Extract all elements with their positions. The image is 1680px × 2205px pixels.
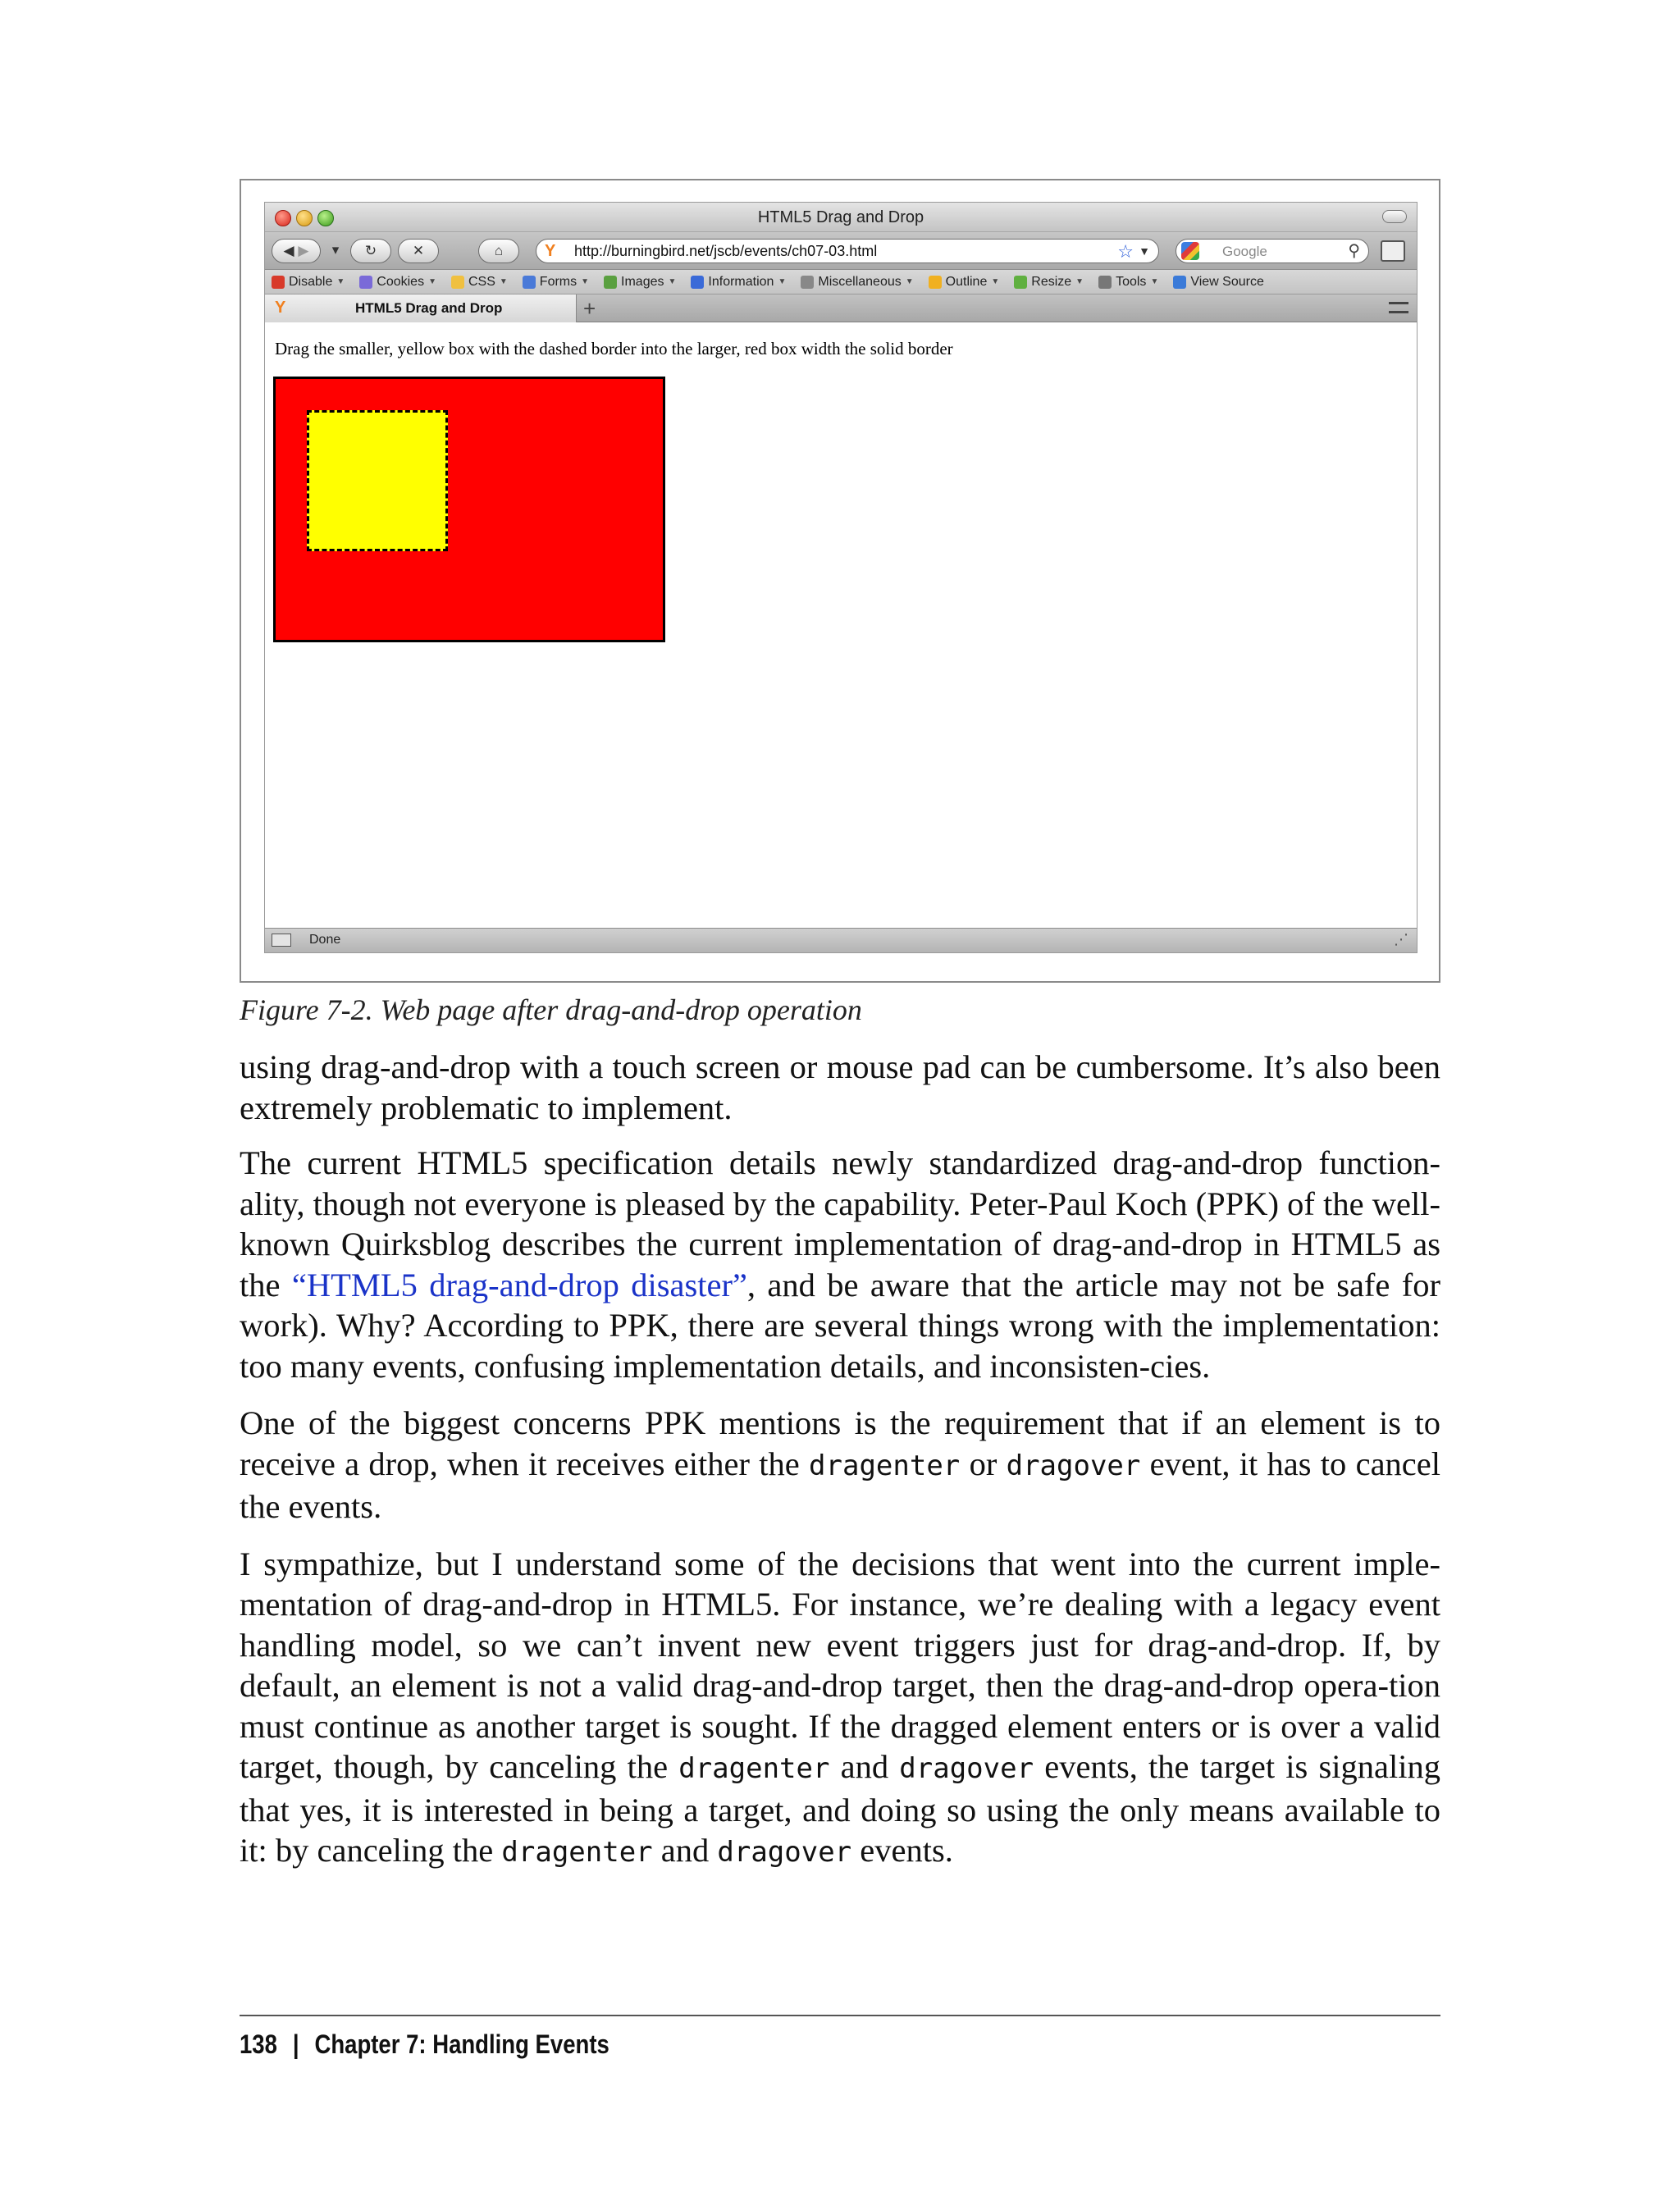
page-instruction: Drag the smaller, yellow box with the dashed border into the larger, red box width the solid border <box>275 339 953 358</box>
chevron-down-icon: ▼ <box>778 277 787 286</box>
tab-label: HTML5 Drag and Drop <box>355 300 503 316</box>
forward-arrow-icon[interactable]: ▶ <box>298 243 309 258</box>
home-button[interactable] <box>478 239 519 263</box>
toolbar-toggle-button[interactable] <box>1382 210 1407 223</box>
browser-window <box>264 202 1418 953</box>
code-term: dragenter <box>678 1752 830 1785</box>
history-dropdown-icon[interactable]: ▾ <box>331 242 340 258</box>
window-title: HTML5 Drag and Drop <box>757 208 924 226</box>
search-engine-icon[interactable] <box>1181 242 1199 260</box>
search-icon[interactable]: ⚲ <box>1348 242 1360 260</box>
toolbar-item-forms[interactable]: Forms ▼ <box>523 275 589 290</box>
search-bar[interactable] <box>1176 239 1369 263</box>
status-text: Done <box>309 933 341 947</box>
page-footer <box>240 2029 609 2060</box>
back-forward-button[interactable] <box>272 239 321 263</box>
resize-grip-icon[interactable]: ⋰ <box>1394 931 1408 947</box>
code-term: dragenter <box>501 1836 653 1869</box>
chevron-down-icon: ▼ <box>991 277 1000 286</box>
toolbar-item-view-source[interactable]: View Source <box>1173 275 1264 290</box>
reload-button[interactable] <box>350 239 391 263</box>
toolbar-item-disable[interactable]: Disable ▼ <box>272 275 345 290</box>
css-icon <box>451 276 464 289</box>
tools-wrench-icon <box>1098 276 1112 289</box>
view-source-icon <box>1173 276 1186 289</box>
bookmark-star-icon[interactable]: ☆ <box>1117 241 1134 262</box>
toolbar-item-resize[interactable]: Resize ▼ <box>1014 275 1084 290</box>
toolbar-item-cookies[interactable]: Cookies ▼ <box>359 275 436 290</box>
back-arrow-icon[interactable]: ◀ <box>283 243 294 258</box>
body-text <box>240 1047 1440 1890</box>
forms-icon <box>523 276 536 289</box>
paragraph: using drag-and-drop with a touch screen or mouse pad can be cumbersome. It’s also been extremely problematic to implement. <box>240 1048 1440 1126</box>
toolbar-item-miscellaneous[interactable]: Miscellaneous ▼ <box>801 275 913 290</box>
home-icon: ⌂ <box>494 243 504 258</box>
paragraph: I sympathize, but I understand some of the decisions that went into the current imple-mentation of drag-and-drop in HTML5. For instance, we’re dealing with a legacy event handling model, so we can’t invent new event triggers just for drag-and-drop. If, by default, an element is not a valid drag-and-drop target, then the drag-and-drop opera-tion must continue as another target is sought. If the dragged element enters or is over a valid target, though, by canceling the dragenter and dragover events, the target is signaling that yes, it is interested in being a target, and doing so using the only means available to it: by canceling the dragenter and dragover events. <box>240 1545 1440 1869</box>
stop-icon: ✕ <box>412 243 425 258</box>
toolbar-item-tools[interactable]: Tools ▼ <box>1098 275 1158 290</box>
article-link[interactable]: “HTML5 drag-and-drop disaster” <box>291 1266 747 1303</box>
outline-pen-icon <box>929 276 942 289</box>
figure-caption: Figure 7-2. Web page after drag-and-drop operation <box>240 993 862 1026</box>
web-developer-toolbar <box>265 270 1417 294</box>
stop-button[interactable] <box>398 239 439 263</box>
new-tab-icon[interactable]: + <box>583 296 596 321</box>
tab-list-icon[interactable] <box>1389 302 1408 313</box>
tab-bar <box>265 294 1417 322</box>
tab-html5-drag-and-drop[interactable] <box>265 294 577 322</box>
disable-icon <box>272 276 285 289</box>
paragraph: One of the biggest concerns PPK mentions is the requirement that if an element is to receive a drop, when it receives either the dragenter or dragover event, it has to cancel the events. <box>240 1404 1440 1525</box>
windows-icon[interactable] <box>1381 240 1405 262</box>
cookies-icon <box>359 276 372 289</box>
code-term: dragover <box>1006 1449 1141 1482</box>
toolbar-item-information[interactable]: Information ▼ <box>691 275 786 290</box>
title-bar <box>265 203 1417 232</box>
information-icon <box>691 276 704 289</box>
status-page-icon <box>272 934 291 947</box>
draggable-box[interactable] <box>307 410 448 551</box>
chapter-title: Chapter 7: Handling Events <box>314 2029 609 2059</box>
url-dropdown-icon[interactable]: ▼ <box>1139 244 1150 258</box>
toolbar-item-css[interactable]: CSS ▼ <box>451 275 508 290</box>
chevron-down-icon: ▼ <box>336 277 345 286</box>
page-viewport <box>265 322 1417 928</box>
status-bar <box>265 928 1417 952</box>
toolbar-item-images[interactable]: Images ▼ <box>604 275 676 290</box>
code-term: dragover <box>717 1836 852 1869</box>
page-number: 138 <box>240 2029 277 2059</box>
code-term: dragenter <box>809 1449 961 1482</box>
search-placeholder[interactable]: Google <box>1222 244 1267 259</box>
figure-screenshot <box>240 179 1440 983</box>
chevron-down-icon: ▼ <box>1075 277 1084 286</box>
paragraph: The current HTML5 specification details newly standardized drag-and-drop function-ality, though not everyone is pleased by the capability. Peter-Paul Koch (PPK) of the well-known Quirksblog describes the current implementation of drag-and-drop in HTML5 as the “HTML5 drag-and-drop disaster”, and be aware that the article may not be safe for work). Why? According to PPK, there are several things wrong with the implementation: too many events, confusing implementation details, and inconsisten-cies. <box>240 1144 1440 1385</box>
reload-icon: ↻ <box>364 243 377 258</box>
images-icon <box>604 276 617 289</box>
address-bar[interactable] <box>536 239 1159 263</box>
chevron-down-icon: ▼ <box>1150 277 1159 286</box>
miscellaneous-icon <box>801 276 814 289</box>
chevron-down-icon: ▼ <box>581 277 590 286</box>
chevron-down-icon: ▼ <box>428 277 436 286</box>
resize-icon <box>1014 276 1027 289</box>
navigation-toolbar <box>265 232 1417 270</box>
chevron-down-icon: ▼ <box>499 277 508 286</box>
footer-rule <box>240 2015 1440 2016</box>
site-favicon-icon: Y <box>545 242 556 260</box>
footer-separator: | <box>292 2029 299 2059</box>
chevron-down-icon: ▼ <box>905 277 914 286</box>
toolbar-item-outline[interactable]: Outline ▼ <box>929 275 1000 290</box>
chevron-down-icon: ▼ <box>668 277 677 286</box>
tab-favicon-icon: Y <box>275 299 286 317</box>
code-term: dragover <box>899 1752 1034 1785</box>
address-url[interactable]: http://burningbird.net/jscb/events/ch07-03.html <box>574 243 878 259</box>
drop-target-box[interactable] <box>273 377 665 642</box>
